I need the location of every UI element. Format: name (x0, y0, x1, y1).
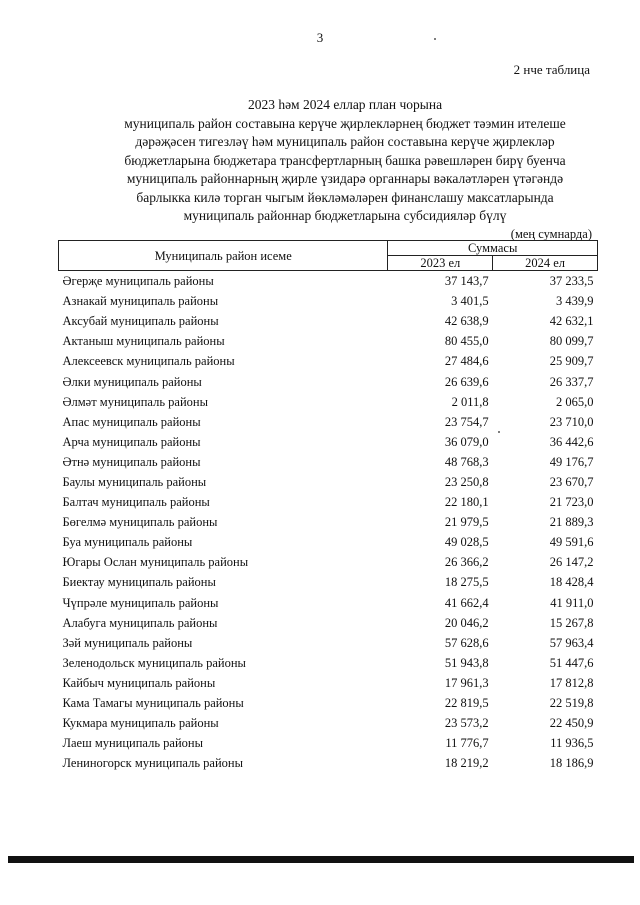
table-row (59, 572, 598, 592)
district-name-cell: Бөгелмә муниципаль районы (62, 515, 218, 530)
value-2024-cell: 11 936,5 (550, 736, 594, 751)
district-name-cell: Аксубай муниципаль районы (62, 314, 219, 329)
value-2024-cell: 22 450,9 (549, 716, 594, 731)
district-name-cell: Чүпрәле муниципаль районы (62, 595, 219, 610)
page-number: 3 (316, 30, 324, 45)
value-2023-cell: 2 011,8 (451, 394, 489, 409)
table-row (59, 512, 598, 532)
value-2024-cell: 2 065,0 (556, 394, 594, 409)
column-header-sum: Суммасы (388, 241, 598, 256)
value-2024-cell: 49 176,7 (549, 454, 594, 469)
value-2024-cell: 42 632,1 (549, 314, 594, 329)
value-2024-cell: 51 447,6 (549, 655, 594, 670)
district-name-cell: Арча муниципаль районы (62, 434, 201, 449)
value-2023-cell: 22 180,1 (444, 495, 489, 510)
title-line: муниципаль районнарның җирле үзидарә органнары вәкаләтләрен үтәгәндә (126, 171, 564, 186)
value-2024-cell: 21 723,0 (549, 495, 594, 510)
district-name-cell: Әтнә муниципаль районы (62, 454, 201, 469)
value-2024-cell: 26 147,2 (549, 555, 594, 570)
district-name-cell: Апас муниципаль районы (62, 414, 201, 429)
value-2024-cell: 23 670,7 (549, 474, 594, 489)
value-2024-cell: 37 233,5 (549, 274, 594, 289)
district-name-cell: Актаныш муниципаль районы (62, 334, 225, 349)
value-2023-cell: 18 219,2 (444, 756, 489, 771)
subsidy-table (58, 240, 598, 773)
table-row (59, 392, 598, 412)
value-2024-cell: 18 428,4 (549, 575, 594, 590)
district-name-cell: Кукмара муниципаль районы (62, 716, 219, 731)
table-row (59, 653, 598, 673)
value-2024-cell: 26 337,7 (549, 374, 594, 389)
column-header-2024: 2024 ел (493, 256, 598, 271)
value-2023-cell: 26 366,2 (444, 555, 489, 570)
table-row (59, 633, 598, 653)
value-2024-cell: 49 591,6 (549, 535, 594, 550)
district-name-cell: Зәй муниципаль районы (62, 635, 193, 650)
district-name-cell: Лениногорск муниципаль районы (62, 756, 243, 771)
value-2024-cell: 17 812,8 (549, 675, 594, 690)
value-2024-cell: 25 909,7 (549, 354, 594, 369)
title-line: муниципаль районнар бюджетларына субсидияләр бүлү (183, 208, 507, 223)
value-2023-cell: 41 662,4 (444, 595, 489, 610)
column-header-2023: 2023 ел (388, 256, 493, 271)
title-line: 2023 һәм 2024 еллар план чорына (247, 97, 443, 112)
table-reference: 2 нче таблица (513, 62, 590, 77)
table-row (59, 552, 598, 572)
value-2023-cell: 49 028,5 (444, 535, 489, 550)
value-2024-cell: 21 889,3 (549, 515, 594, 530)
district-name-cell: Әгерҗе муниципаль районы (62, 274, 214, 289)
district-name-cell: Алабуга муниципаль районы (62, 615, 218, 630)
district-name-cell: Баулы муниципаль районы (62, 474, 207, 489)
district-name-cell: Лаеш муниципаль районы (62, 736, 203, 751)
value-2023-cell: 20 046,2 (444, 615, 489, 630)
table-row (59, 753, 598, 773)
title-line: бюджетларына бюджетара трансфертларның башка рәвешләрен бирү буенча (124, 152, 566, 168)
value-2023-cell: 37 143,7 (444, 274, 489, 289)
table-row (59, 673, 598, 693)
value-2023-cell: 80 455,0 (444, 334, 489, 349)
title-line: дәрәҗәсен тигезләү һәм муниципаль район составына керүче җирлекләр (135, 134, 555, 149)
table-row (59, 331, 598, 351)
value-2023-cell: 27 484,6 (444, 354, 489, 369)
table-row (59, 291, 598, 311)
title-line: муниципаль район составына керүче җирлекләрнең бюджет тәэмин ителеше (124, 115, 566, 131)
value-2024-cell: 80 099,7 (549, 334, 594, 349)
table-row (59, 593, 598, 613)
district-name-cell: Әлки муниципаль районы (62, 374, 202, 389)
value-2023-cell: 36 079,0 (444, 434, 489, 449)
table-row (59, 733, 598, 753)
value-2023-cell: 48 768,3 (444, 454, 489, 469)
value-2023-cell: 23 573,2 (444, 716, 489, 731)
value-2023-cell: 51 943,8 (444, 655, 489, 670)
table-row (59, 492, 598, 512)
table-row (59, 311, 598, 331)
district-name-cell: Алексеевск муниципаль районы (62, 354, 235, 369)
value-2024-cell: 23 710,0 (549, 414, 594, 429)
scan-speck (434, 38, 436, 40)
bottom-rule (8, 856, 634, 863)
table-row (59, 412, 598, 432)
table-row (59, 271, 598, 292)
value-2024-cell: 41 911,0 (550, 595, 594, 610)
value-2023-cell: 57 628,6 (444, 635, 489, 650)
column-header-name: Муниципаль район исеме (59, 241, 388, 271)
table-row (59, 613, 598, 633)
value-2023-cell: 23 250,8 (444, 474, 489, 489)
value-2023-cell: 11 776,7 (445, 736, 489, 751)
table-row (59, 452, 598, 472)
table-body (59, 271, 598, 774)
value-2023-cell: 3 401,5 (451, 294, 489, 309)
district-name-cell: Азнакай муниципаль районы (62, 294, 219, 309)
district-name-cell: Югары Ослан муниципаль районы (62, 555, 249, 570)
value-2024-cell: 3 439,9 (556, 294, 594, 309)
unit-note: (мең сумнарда) (510, 227, 592, 241)
value-2024-cell: 18 186,9 (549, 756, 594, 771)
district-name-cell: Биектау муниципаль районы (62, 575, 216, 590)
district-name-cell: Балтач муниципаль районы (62, 495, 210, 510)
value-2024-cell: 22 519,8 (549, 696, 594, 711)
value-2024-cell: 57 963,4 (549, 635, 594, 650)
district-name-cell: Буа муниципаль районы (62, 535, 193, 550)
value-2023-cell: 42 638,9 (444, 314, 489, 329)
scan-speck (498, 431, 500, 433)
table-row (59, 432, 598, 452)
value-2023-cell: 23 754,7 (444, 414, 489, 429)
table-row (59, 472, 598, 492)
value-2023-cell: 17 961,3 (444, 675, 489, 690)
value-2023-cell: 26 639,6 (444, 374, 489, 389)
value-2023-cell: 22 819,5 (444, 696, 489, 711)
table-row (59, 693, 598, 713)
table-row (59, 371, 598, 391)
title-line: барлыкка килә торган чыгым йөкләмәләрен финанслашу максатларында (136, 189, 554, 205)
value-2023-cell: 18 275,5 (444, 575, 489, 590)
document-title (60, 96, 630, 226)
district-name-cell: Кама Тамагы муниципаль районы (62, 696, 244, 711)
value-2024-cell: 15 267,8 (549, 615, 594, 630)
table-row (59, 351, 598, 371)
district-name-cell: Кайбыч муниципаль районы (62, 675, 216, 690)
district-name-cell: Әлмәт муниципаль районы (62, 394, 208, 409)
table-row (59, 713, 598, 733)
value-2023-cell: 21 979,5 (444, 515, 489, 530)
district-name-cell: Зеленодольск муниципаль районы (62, 655, 246, 670)
table-row (59, 532, 598, 552)
value-2024-cell: 36 442,6 (549, 434, 594, 449)
